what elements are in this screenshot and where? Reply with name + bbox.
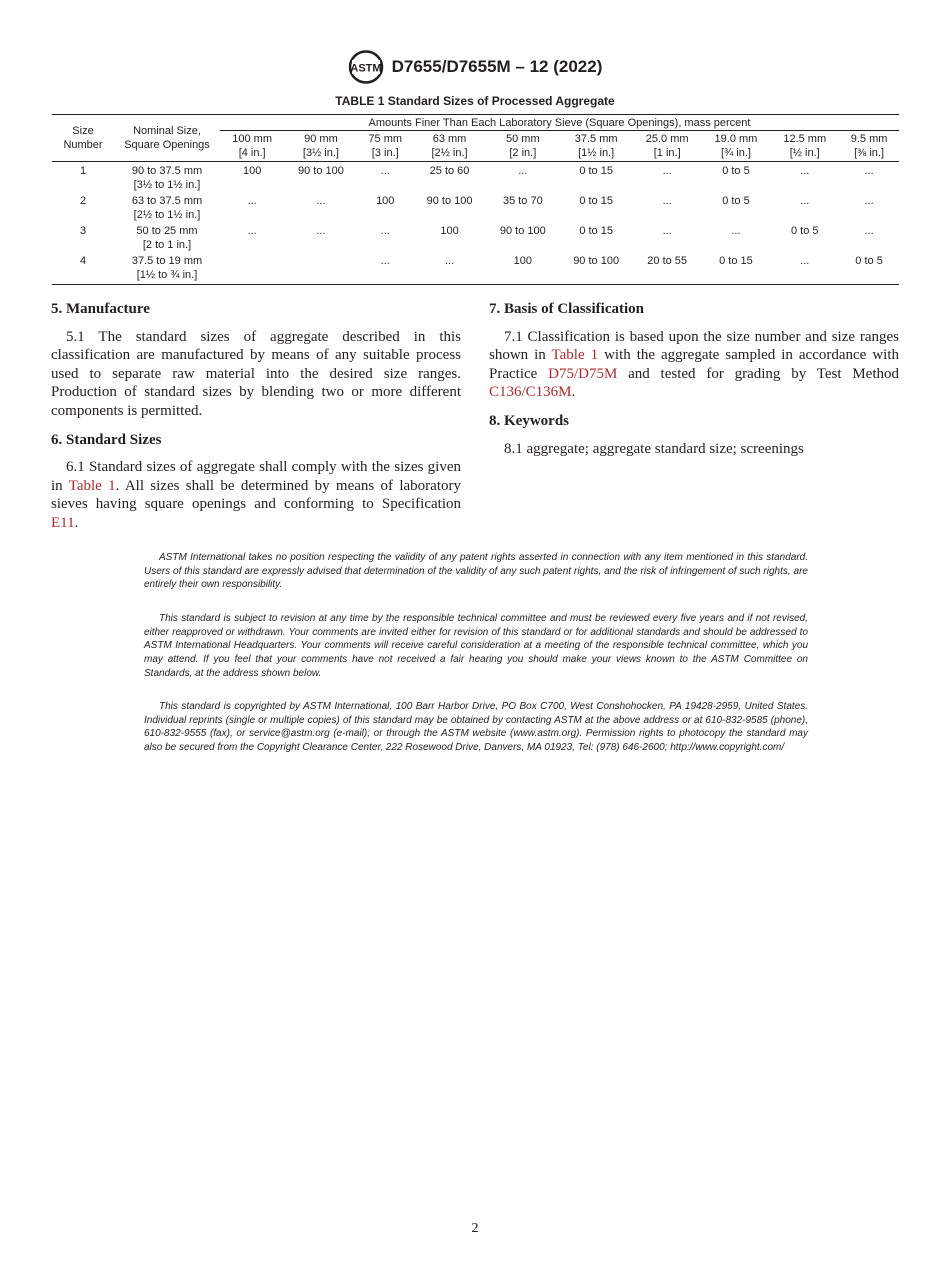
paragraph-5-1: 5.1 The standard sizes of aggregate described in this classification are manufactured by means of any suitable process used to separate raw material into the desired size ranges. Production of standard sizes by blending two or more different components is permitted.	[51, 328, 461, 419]
percent-finer-cell: ...	[662, 165, 672, 177]
percent-finer-cell: ...	[247, 195, 257, 207]
percent-finer-cell: ...	[380, 165, 390, 177]
sieve-header: 50 mm [2 in.]	[486, 131, 559, 162]
right-column	[489, 298, 899, 468]
percent-finer-cell: ...	[247, 225, 257, 237]
percent-finer-cell: ...	[864, 225, 874, 237]
table-row	[52, 222, 899, 252]
e11-link[interactable]: E11	[51, 514, 75, 531]
percent-finer-cell: ...	[800, 165, 810, 177]
percent-finer-cell: ...	[316, 195, 326, 207]
percent-finer-cell: 100	[376, 195, 395, 207]
table-row	[52, 162, 899, 193]
sieve-header: 75 mm [3 in.]	[358, 131, 413, 162]
percent-finer-cell: 0 to 5	[790, 225, 819, 237]
percent-finer-cell: ...	[864, 165, 874, 177]
svg-text:ASTM: ASTM	[350, 62, 382, 75]
paragraph-7-1: 7.1 Classification is based upon the size number and size ranges shown in Table 1 with the aggregate sampled in accordance with Practice D75/D75M and tested for grading by Test Method C136/C136M.	[489, 328, 899, 401]
c136-link[interactable]: C136/C136M	[489, 384, 572, 401]
percent-finer-cell: 25 to 60	[429, 165, 470, 177]
section-7-heading: 7. Basis of Classification	[489, 301, 645, 317]
percent-finer-cell: 90 to 100	[499, 225, 546, 237]
percent-finer-cell: 0 to 15	[719, 255, 753, 267]
sieve-header: 25.0 mm [1 in.]	[633, 131, 702, 162]
table-row	[52, 192, 899, 222]
sieve-header: 37.5 mm [1½ in.]	[559, 131, 632, 162]
astm-logo	[348, 50, 384, 84]
percent-finer-cell: ...	[380, 255, 390, 267]
percent-finer-cell	[284, 252, 357, 285]
page-header	[0, 50, 950, 84]
percent-finer-cell: ...	[316, 225, 326, 237]
percent-finer-cell: 0 to 5	[855, 255, 883, 267]
sieve-header: 90 mm [3½ in.]	[284, 131, 357, 162]
page-number: 2	[471, 1221, 479, 1236]
header-sieve-span: Amounts Finer Than Each Laboratory Sieve (Square Openings), mass percent	[220, 115, 899, 131]
percent-finer-cell: 0 to 5	[722, 165, 750, 177]
table-row	[52, 252, 899, 285]
percent-finer-cell: ...	[380, 225, 390, 237]
percent-finer-cell: 100	[440, 225, 459, 237]
sieve-header: 100 mm [4 in.]	[220, 131, 284, 162]
document-designation: D7655/D7655M – 12 (2022)	[391, 57, 603, 76]
percent-finer-cell: 0 to 15	[579, 225, 613, 237]
percent-finer-cell: ...	[662, 225, 672, 237]
d75-link[interactable]: D75/D75M	[548, 365, 618, 382]
nominal-size-cell: 90 to 37.5 mm [3½ to 1½ in.]	[131, 165, 203, 191]
section-8-heading: 8. Keywords	[489, 412, 569, 429]
table-1-link[interactable]: Table 1	[551, 347, 599, 364]
percent-finer-cell: ...	[731, 225, 741, 237]
percent-finer-cell: ...	[662, 195, 672, 207]
percent-finer-cell: 100	[513, 255, 533, 267]
section-6-heading: 6. Standard Sizes	[51, 431, 162, 448]
table-title: TABLE 1 Standard Sizes of Processed Aggregate	[335, 94, 615, 108]
nominal-size-cell: 50 to 25 mm [2 to 1 in.]	[136, 225, 198, 251]
percent-finer-cell	[220, 252, 284, 285]
percent-finer-cell: 90 to 100	[298, 165, 344, 177]
paragraph-8-1: 8.1 aggregate; aggregate standard size; screenings	[504, 440, 804, 457]
percent-finer-cell: 0 to 15	[579, 165, 613, 177]
sieve-header: 63 mm [2½ in.]	[413, 131, 486, 162]
header-nominal-size: Nominal Size, Square Openings	[114, 115, 220, 162]
percent-finer-cell: ...	[800, 255, 810, 267]
left-column	[51, 298, 461, 543]
percent-finer-cell: 20 to 55	[647, 255, 688, 267]
size-number-cell: 4	[79, 255, 87, 267]
size-number-cell: 3	[79, 225, 87, 237]
sieve-header: 9.5 mm [⅜ in.]	[839, 131, 899, 162]
percent-finer-cell: 100	[242, 165, 262, 177]
percent-finer-cell: ...	[800, 195, 810, 207]
size-number-cell: 1	[79, 165, 87, 177]
sieve-header: 19.0 mm [¾ in.]	[702, 131, 771, 162]
percent-finer-cell: ...	[444, 255, 455, 267]
paragraph-6-1: 6.1 Standard sizes of aggregate shall comply with the sizes given in Table 1. All sizes shall be determined by means of laboratory sieves having square openings and conforming to Specification E11.	[51, 459, 461, 531]
percent-finer-cell: ...	[864, 195, 874, 207]
percent-finer-cell: 35 to 70	[502, 195, 543, 207]
percent-finer-cell: 0 to 5	[722, 195, 750, 207]
header-size-number: Size Number	[52, 115, 114, 162]
section-5-heading: 5. Manufacture	[51, 301, 150, 317]
nominal-size-cell: 37.5 to 19 mm [1½ to ¾ in.]	[131, 255, 203, 281]
aggregate-sizes-table	[52, 114, 899, 285]
percent-finer-cell: 0 to 15	[579, 195, 613, 207]
percent-finer-cell: 90 to 100	[573, 255, 620, 267]
nominal-size-cell: 63 to 37.5 mm [2½ to 1½ in.]	[131, 195, 203, 221]
copyright-notice: This standard is copyrighted by ASTM International, 100 Barr Harbor Drive, PO Box C700, West Conshohocken, PA 19428-2959, United States. Individual reprints (single or multiple copies) of this standard may be obtained by contacting ASTM at the above address or at 610-832-9585 (phone), 610-832-9555 (fax), or service@astm.org (e-mail); or through the ASTM website (www.astm.org). Permission rights to photocopy the standard may also be secured from the Copyright Clearance Center, 222 Rosewood Drive, Danvers, MA 01923, Tel: (978) 646-2600; http://www.copyright.com/	[144, 701, 808, 754]
table-1-link[interactable]: Table 1	[68, 477, 116, 494]
size-number-cell: 2	[79, 195, 87, 207]
sieve-header: 12.5 mm [½ in.]	[770, 131, 839, 162]
patent-notice: ASTM International takes no position respecting the validity of any patent rights asserted in connection with any item mentioned in this standard. Users of this standard are expressly advised that determination of the validity of any such patent rights, and the risk of infringement of such rights, are entirely their own responsibility.	[144, 552, 808, 591]
revision-notice: This standard is subject to revision at any time by the responsible technical committee and must be reviewed every five years and if not revised, either reapproved or withdrawn. Your comments are invited either for revision of this standard or for additional standards and should be addressed to ASTM International Headquarters. Your comments will receive careful consideration at a meeting of the responsible technical committee, which you may attend. If you feel that your comments have not received a fair hearing you should make your views known to the ASTM Committee on Standards, at the address shown below.	[144, 613, 808, 679]
percent-finer-cell: ...	[518, 165, 528, 177]
percent-finer-cell: 90 to 100	[426, 195, 473, 207]
